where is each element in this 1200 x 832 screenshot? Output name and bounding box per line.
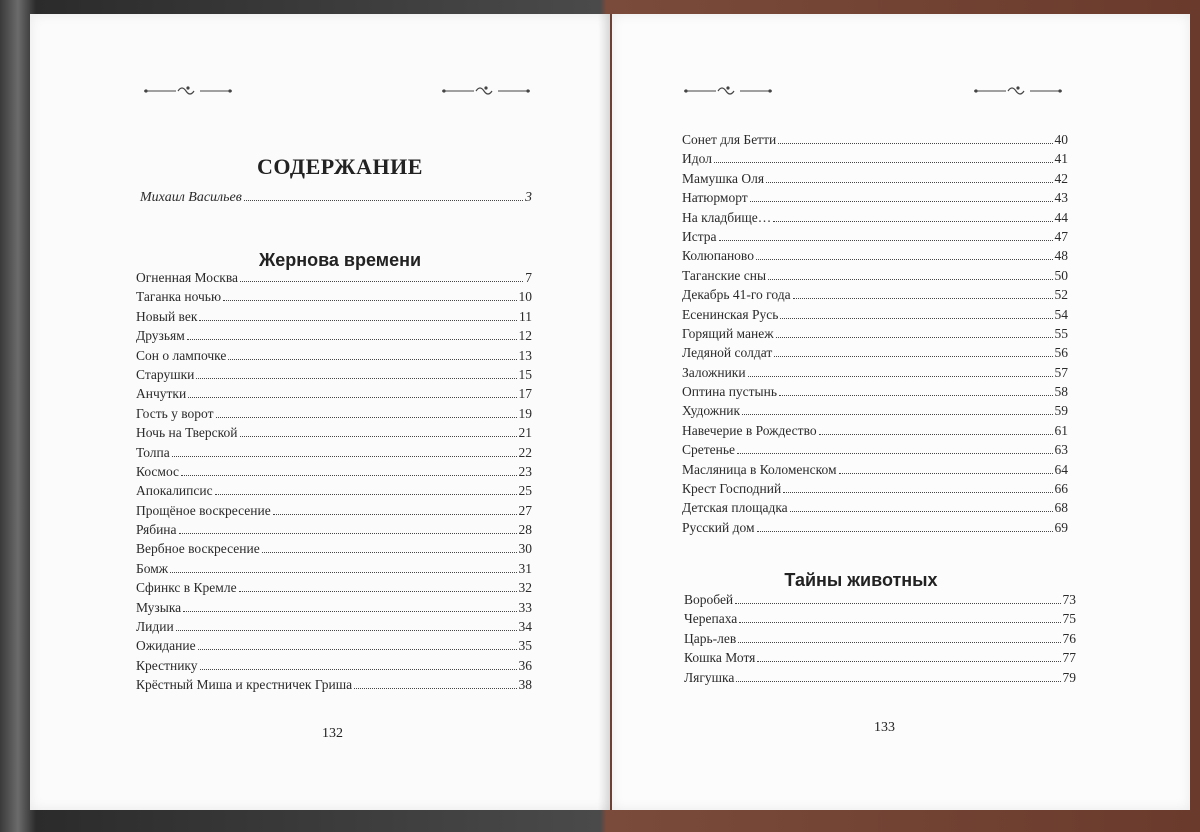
- toc-row: [684, 631, 1076, 650]
- toc-row: [136, 328, 532, 347]
- toc-row: [136, 425, 532, 444]
- toc-page: 35: [518, 638, 532, 654]
- toc-leader: [742, 414, 1052, 415]
- toc-title: Сон о лампочке: [136, 347, 227, 363]
- toc-title: Натюрморт: [682, 190, 748, 206]
- toc-row: [684, 592, 1076, 611]
- toc-row: [136, 348, 532, 367]
- toc-list: [684, 592, 1076, 689]
- toc-leader: [198, 649, 517, 650]
- toc-leader: [216, 417, 517, 418]
- toc-row: [682, 132, 1068, 151]
- toc-title: Сфинкс в Кремле: [136, 580, 237, 596]
- toc-leader: [262, 552, 517, 553]
- toc-title: Толпа: [136, 444, 170, 460]
- toc-title: Ночь на Тверской: [136, 425, 238, 441]
- toc-page: 48: [1054, 248, 1068, 264]
- toc-leader: [215, 494, 517, 495]
- ornament-divider: [440, 84, 532, 98]
- toc-title: Таганка ночью: [136, 289, 222, 305]
- toc-page: 32: [518, 580, 532, 596]
- toc-leader: [181, 475, 516, 476]
- toc-leader: [170, 572, 516, 573]
- toc-leader: [273, 514, 517, 515]
- toc-leader: [783, 492, 1052, 493]
- toc-leader: [719, 240, 1053, 241]
- toc-row: [136, 289, 532, 308]
- ornament-divider: [682, 84, 774, 98]
- toc-leader: [223, 300, 516, 301]
- toc-title: На кладбище…: [682, 209, 772, 225]
- section-heading: Жернова времени: [258, 250, 422, 270]
- toc-title: Кошка Мотя: [684, 650, 756, 666]
- toc-page: 42: [1054, 170, 1068, 186]
- toc-title: Старушки: [136, 366, 195, 382]
- toc-row: [682, 365, 1068, 384]
- toc-title: Музыка: [136, 599, 182, 615]
- toc-title: Колюпаново: [682, 248, 754, 264]
- toc-title: Новый век: [136, 308, 198, 324]
- page-number: 133: [874, 720, 895, 735]
- toc-page: 28: [518, 522, 532, 538]
- toc-leader: [779, 395, 1052, 396]
- toc-page: 58: [1054, 384, 1068, 400]
- toc-page: 38: [518, 677, 532, 693]
- ornament-divider: [142, 84, 234, 98]
- toc-leader: [354, 688, 516, 689]
- toc-row: [136, 483, 532, 502]
- section-heading: Тайны животных: [784, 570, 938, 590]
- toc-title: Оптина пустынь: [682, 384, 778, 400]
- toc-row: [682, 500, 1068, 519]
- toc-title: Сонет для Бетти: [682, 132, 777, 147]
- toc-row: [136, 270, 532, 289]
- toc-row: [682, 229, 1068, 248]
- toc-page: 31: [518, 560, 532, 576]
- toc-page: 3: [525, 190, 532, 205]
- toc-title: Горящий манеж: [682, 325, 774, 341]
- toc-leader: [748, 376, 1053, 377]
- toc-row: [684, 611, 1076, 630]
- toc-row: [136, 367, 532, 386]
- toc-page: 34: [518, 619, 532, 635]
- toc-title: Навечерие в Рождество: [682, 422, 817, 438]
- left-page: [30, 14, 610, 810]
- toc-leader: [735, 603, 1060, 604]
- toc-leader: [819, 434, 1053, 435]
- toc-row: [136, 658, 532, 677]
- toc-title: Апокалипсис: [136, 483, 213, 499]
- toc-page: 10: [518, 289, 532, 305]
- toc-leader: [757, 661, 1060, 662]
- toc-leader: [199, 320, 517, 321]
- toc-page: 33: [518, 599, 532, 615]
- toc-row: [682, 520, 1068, 539]
- ornament-divider: [972, 84, 1064, 98]
- toc-page: 11: [519, 308, 532, 324]
- toc-row: [682, 345, 1068, 364]
- toc-page: 12: [518, 328, 532, 344]
- toc-row: [682, 287, 1068, 306]
- toc-leader: [244, 200, 523, 201]
- toc-row: [136, 464, 532, 483]
- toc-title: Мамушка Оля: [682, 170, 765, 186]
- toc-page: 30: [518, 541, 532, 557]
- toc-leader: [793, 298, 1053, 299]
- toc-row: [136, 445, 532, 464]
- toc-leader: [183, 611, 516, 612]
- toc-leader: [200, 669, 517, 670]
- toc-row: [682, 268, 1068, 287]
- toc-leader: [228, 359, 516, 360]
- toc-title: Декабрь 41-го года: [682, 287, 791, 303]
- toc-leader: [766, 182, 1052, 183]
- toc-title: Лидии: [136, 619, 174, 635]
- toc-row: [682, 403, 1068, 422]
- toc-title: Огненная Москва: [136, 270, 239, 285]
- contents-heading: СОДЕРЖАНИЕ: [257, 154, 423, 179]
- toc-leader: [839, 473, 1053, 474]
- toc-page: 73: [1062, 592, 1076, 607]
- toc-page: 23: [518, 463, 532, 479]
- toc-row: [136, 677, 532, 696]
- toc-leader: [196, 378, 516, 379]
- toc-page: 36: [518, 657, 532, 673]
- toc-leader: [790, 511, 1053, 512]
- toc-leader: [773, 221, 1052, 222]
- toc-title: Космос: [136, 463, 180, 479]
- toc-title: Сретенье: [682, 442, 736, 458]
- toc-title: Есенинская Русь: [682, 306, 779, 322]
- toc-leader: [187, 339, 517, 340]
- toc-title: Крестнику: [136, 657, 198, 673]
- toc-row: [682, 462, 1068, 481]
- toc-title: Воробей: [684, 592, 734, 607]
- toc-row: [682, 423, 1068, 442]
- toc-row: [136, 580, 532, 599]
- toc-leader: [179, 533, 517, 534]
- toc-row: [136, 561, 532, 580]
- toc-title: Заложники: [682, 364, 746, 380]
- toc-leader: [172, 456, 517, 457]
- toc-leader: [776, 337, 1053, 338]
- toc-title: Ожидание: [136, 638, 196, 654]
- toc-title: Прощёное воскресение: [136, 502, 271, 518]
- toc-page: 15: [518, 366, 532, 382]
- toc-list: [682, 132, 1068, 539]
- toc-row: [136, 541, 532, 560]
- author-entry: [140, 190, 532, 209]
- toc-leader: [240, 281, 523, 282]
- toc-page: 59: [1054, 403, 1068, 419]
- toc-title: Вербное воскресение: [136, 541, 260, 557]
- toc-title: Михаил Васильев: [140, 190, 242, 205]
- toc-page: 68: [1054, 500, 1068, 516]
- toc-row: [682, 481, 1068, 500]
- toc-row: [136, 522, 532, 541]
- toc-title: Крёстный Миша и крестничек Гриша: [136, 677, 353, 693]
- toc-leader: [757, 531, 1053, 532]
- toc-title: Бомж: [136, 560, 169, 576]
- toc-page: 43: [1054, 190, 1068, 206]
- toc-page: 7: [525, 270, 532, 285]
- toc-page: 54: [1054, 306, 1068, 322]
- toc-title: Детская площадка: [682, 500, 788, 516]
- toc-page: 40: [1054, 132, 1068, 147]
- toc-page: 63: [1054, 442, 1068, 458]
- toc-row: [682, 442, 1068, 461]
- toc-row: [684, 650, 1076, 669]
- toc-leader: [714, 162, 1053, 163]
- toc-title: Гость у ворот: [136, 405, 214, 421]
- toc-row: [682, 307, 1068, 326]
- toc-page: 64: [1054, 461, 1068, 477]
- toc-row: [682, 248, 1068, 267]
- toc-row: [682, 151, 1068, 170]
- toc-title: Рябина: [136, 522, 177, 538]
- toc-leader: [780, 318, 1052, 319]
- toc-title: Ледяной солдат: [682, 345, 773, 361]
- toc-title: Русский дом: [682, 519, 755, 535]
- toc-row: [136, 619, 532, 638]
- toc-leader: [188, 397, 516, 398]
- toc-page: 27: [518, 502, 532, 518]
- toc-page: 41: [1054, 151, 1068, 167]
- toc-title: Черепаха: [684, 611, 738, 627]
- toc-page: 19: [518, 405, 532, 421]
- toc-leader: [737, 453, 1052, 454]
- toc-leader: [736, 681, 1060, 682]
- toc-row: [684, 670, 1076, 689]
- toc-page: 55: [1054, 325, 1068, 341]
- toc-leader: [750, 201, 1053, 202]
- toc-list: [136, 270, 532, 697]
- toc-page: 61: [1054, 422, 1068, 438]
- toc-title: Таганские сны: [682, 267, 767, 283]
- toc-row: [136, 309, 532, 328]
- toc-leader: [768, 279, 1052, 280]
- toc-row: [682, 190, 1068, 209]
- toc-leader: [738, 642, 1060, 643]
- toc-leader: [739, 622, 1060, 623]
- toc-leader: [756, 259, 1053, 260]
- toc-page: 52: [1054, 287, 1068, 303]
- toc-page: 76: [1062, 630, 1076, 646]
- toc-page: 17: [518, 386, 532, 402]
- toc-row: [682, 326, 1068, 345]
- toc-leader: [774, 356, 1052, 357]
- toc-title: Анчутки: [136, 386, 187, 402]
- toc-leader: [240, 436, 517, 437]
- toc-row: [140, 190, 532, 209]
- toc-title: Друзьям: [136, 328, 185, 344]
- toc-title: Масляница в Коломенском: [682, 461, 837, 477]
- toc-title: Крест Господний: [682, 481, 782, 497]
- toc-row: [136, 406, 532, 425]
- toc-page: 77: [1062, 650, 1076, 666]
- toc-row: [136, 503, 532, 522]
- toc-page: 57: [1054, 364, 1068, 380]
- toc-row: [682, 171, 1068, 190]
- toc-page: 66: [1054, 481, 1068, 497]
- toc-title: Идол: [682, 151, 712, 167]
- toc-page: 56: [1054, 345, 1068, 361]
- toc-page: 44: [1054, 209, 1068, 225]
- toc-row: [682, 384, 1068, 403]
- toc-page: 69: [1054, 519, 1068, 535]
- toc-page: 47: [1054, 228, 1068, 244]
- toc-row: [136, 638, 532, 657]
- toc-page: 50: [1054, 267, 1068, 283]
- toc-page: 79: [1062, 669, 1076, 685]
- toc-page: 75: [1062, 611, 1076, 627]
- toc-page: 22: [518, 444, 532, 460]
- toc-page: 13: [518, 347, 532, 363]
- toc-title: Царь-лев: [684, 630, 737, 646]
- toc-row: [136, 386, 532, 405]
- toc-page: 21: [518, 425, 532, 441]
- toc-title: Художник: [682, 403, 741, 419]
- toc-leader: [176, 630, 517, 631]
- toc-leader: [778, 143, 1052, 144]
- toc-leader: [239, 591, 517, 592]
- page-number: 132: [322, 726, 343, 741]
- toc-title: Истра: [682, 228, 717, 244]
- toc-page: 25: [518, 483, 532, 499]
- toc-row: [136, 600, 532, 619]
- toc-row: [682, 210, 1068, 229]
- right-page: [612, 14, 1190, 810]
- toc-title: Лягушка: [684, 669, 735, 685]
